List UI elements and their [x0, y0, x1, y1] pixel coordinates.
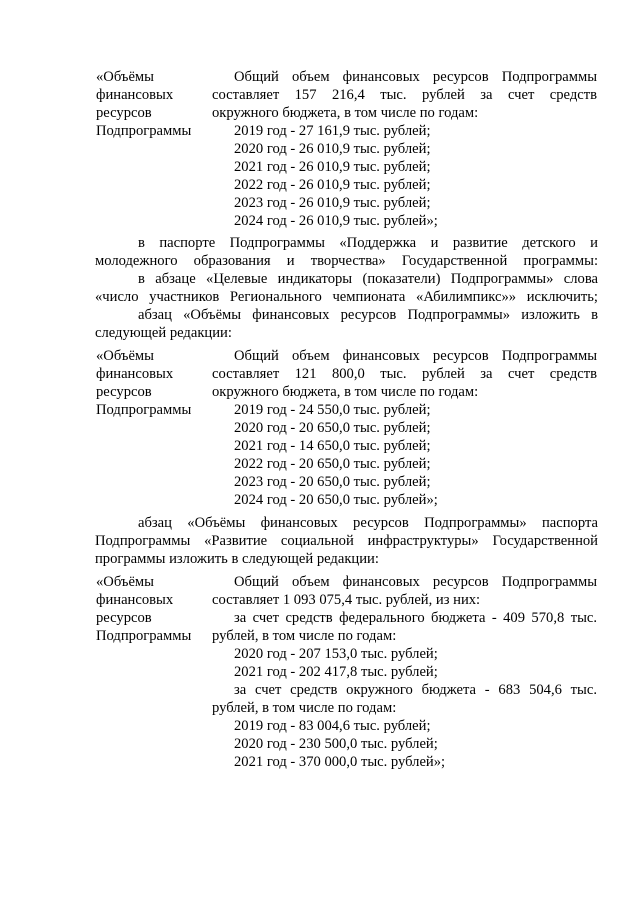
block-desc-line: составляет 1 093 075,4 тыс. рублей, из них:	[212, 592, 481, 608]
block-desc-line: Общий объем финансовых ресурсов Подпрограммы	[234, 574, 597, 590]
paragraph-line: абзац «Объёмы финансовых ресурсов Подпрограммы» паспорта	[138, 515, 598, 531]
block-label-line: Подпрограммы	[96, 628, 192, 644]
block-label-line: финансовых	[96, 592, 174, 608]
year-line: 2020 год - 207 153,0 тыс. рублей;	[234, 646, 438, 662]
district-budget-line: рублей, в том числе по годам:	[212, 700, 397, 716]
block-desc-line: составляет 121 800,0 тыс. рублей за счет средств	[212, 366, 597, 382]
block-label-line: финансовых	[96, 87, 174, 103]
year-line: 2021 год - 370 000,0 тыс. рублей»;	[234, 754, 446, 770]
paragraph-line: в абзаце «Целевые индикаторы (показатели) Подпрограммы» слова	[138, 271, 598, 287]
year-line: 2020 год - 26 010,9 тыс. рублей;	[234, 141, 431, 157]
year-line: 2020 год - 20 650,0 тыс. рублей;	[234, 420, 431, 436]
paragraph-line: молодежного образования и творчества» Государственной программы:	[95, 253, 598, 269]
block-desc-line: Общий объем финансовых ресурсов Подпрограммы	[234, 69, 597, 85]
year-line: 2019 год - 24 550,0 тыс. рублей;	[234, 402, 431, 418]
block-label-line: Подпрограммы	[96, 402, 192, 418]
year-line: 2022 год - 26 010,9 тыс. рублей;	[234, 177, 431, 193]
block-desc-line: окружного бюджета, в том числе по годам:	[212, 105, 479, 121]
paragraph-line: Подпрограммы «Развитие социальной инфраструктуры» Государственной	[95, 533, 598, 549]
year-line: 2022 год - 20 650,0 тыс. рублей;	[234, 456, 431, 472]
paragraph-line: абзац «Объёмы финансовых ресурсов Подпрограммы» изложить в	[138, 307, 598, 323]
federal-budget-line: рублей, в том числе по годам:	[212, 628, 397, 644]
federal-budget-line: за счет средств федерального бюджета - 409 570,8 тыс.	[234, 610, 597, 626]
block-desc-line: окружного бюджета, в том числе по годам:	[212, 384, 479, 400]
block-label-line: финансовых	[96, 366, 174, 382]
block-label-line: «Объёмы	[96, 348, 154, 364]
block-label-line: Подпрограммы	[96, 123, 192, 139]
year-line: 2021 год - 202 417,8 тыс. рублей;	[234, 664, 438, 680]
year-line: 2024 год - 20 650,0 тыс. рублей»;	[234, 492, 438, 508]
year-line: 2024 год - 26 010,9 тыс. рублей»;	[234, 213, 438, 229]
block-label-line: ресурсов	[96, 384, 152, 400]
paragraph-line: в паспорте Подпрограммы «Поддержка и развитие детского и	[138, 235, 598, 251]
block-label-line: ресурсов	[96, 105, 152, 121]
block-label-line: «Объёмы	[96, 574, 154, 590]
block-desc-line: Общий объем финансовых ресурсов Подпрограммы	[234, 348, 597, 364]
year-line: 2023 год - 26 010,9 тыс. рублей;	[234, 195, 431, 211]
year-line: 2021 год - 26 010,9 тыс. рублей;	[234, 159, 431, 175]
paragraph-line: следующей редакции:	[95, 325, 232, 341]
block-desc-line: составляет 157 216,4 тыс. рублей за счет средств	[212, 87, 597, 103]
year-line: 2019 год - 27 161,9 тыс. рублей;	[234, 123, 431, 139]
block-label-line: ресурсов	[96, 610, 152, 626]
paragraph-line: программы изложить в следующей редакции:	[95, 551, 379, 567]
year-line: 2019 год - 83 004,6 тыс. рублей;	[234, 718, 431, 734]
block-label-line: «Объёмы	[96, 69, 154, 85]
district-budget-line: за счет средств окружного бюджета - 683 504,6 тыс.	[234, 682, 597, 698]
year-line: 2020 год - 230 500,0 тыс. рублей;	[234, 736, 438, 752]
paragraph-line: «число участников Регионального чемпионата «Абилимпикс»» исключить;	[95, 289, 598, 305]
year-line: 2021 год - 14 650,0 тыс. рублей;	[234, 438, 431, 454]
year-line: 2023 год - 20 650,0 тыс. рублей;	[234, 474, 431, 490]
